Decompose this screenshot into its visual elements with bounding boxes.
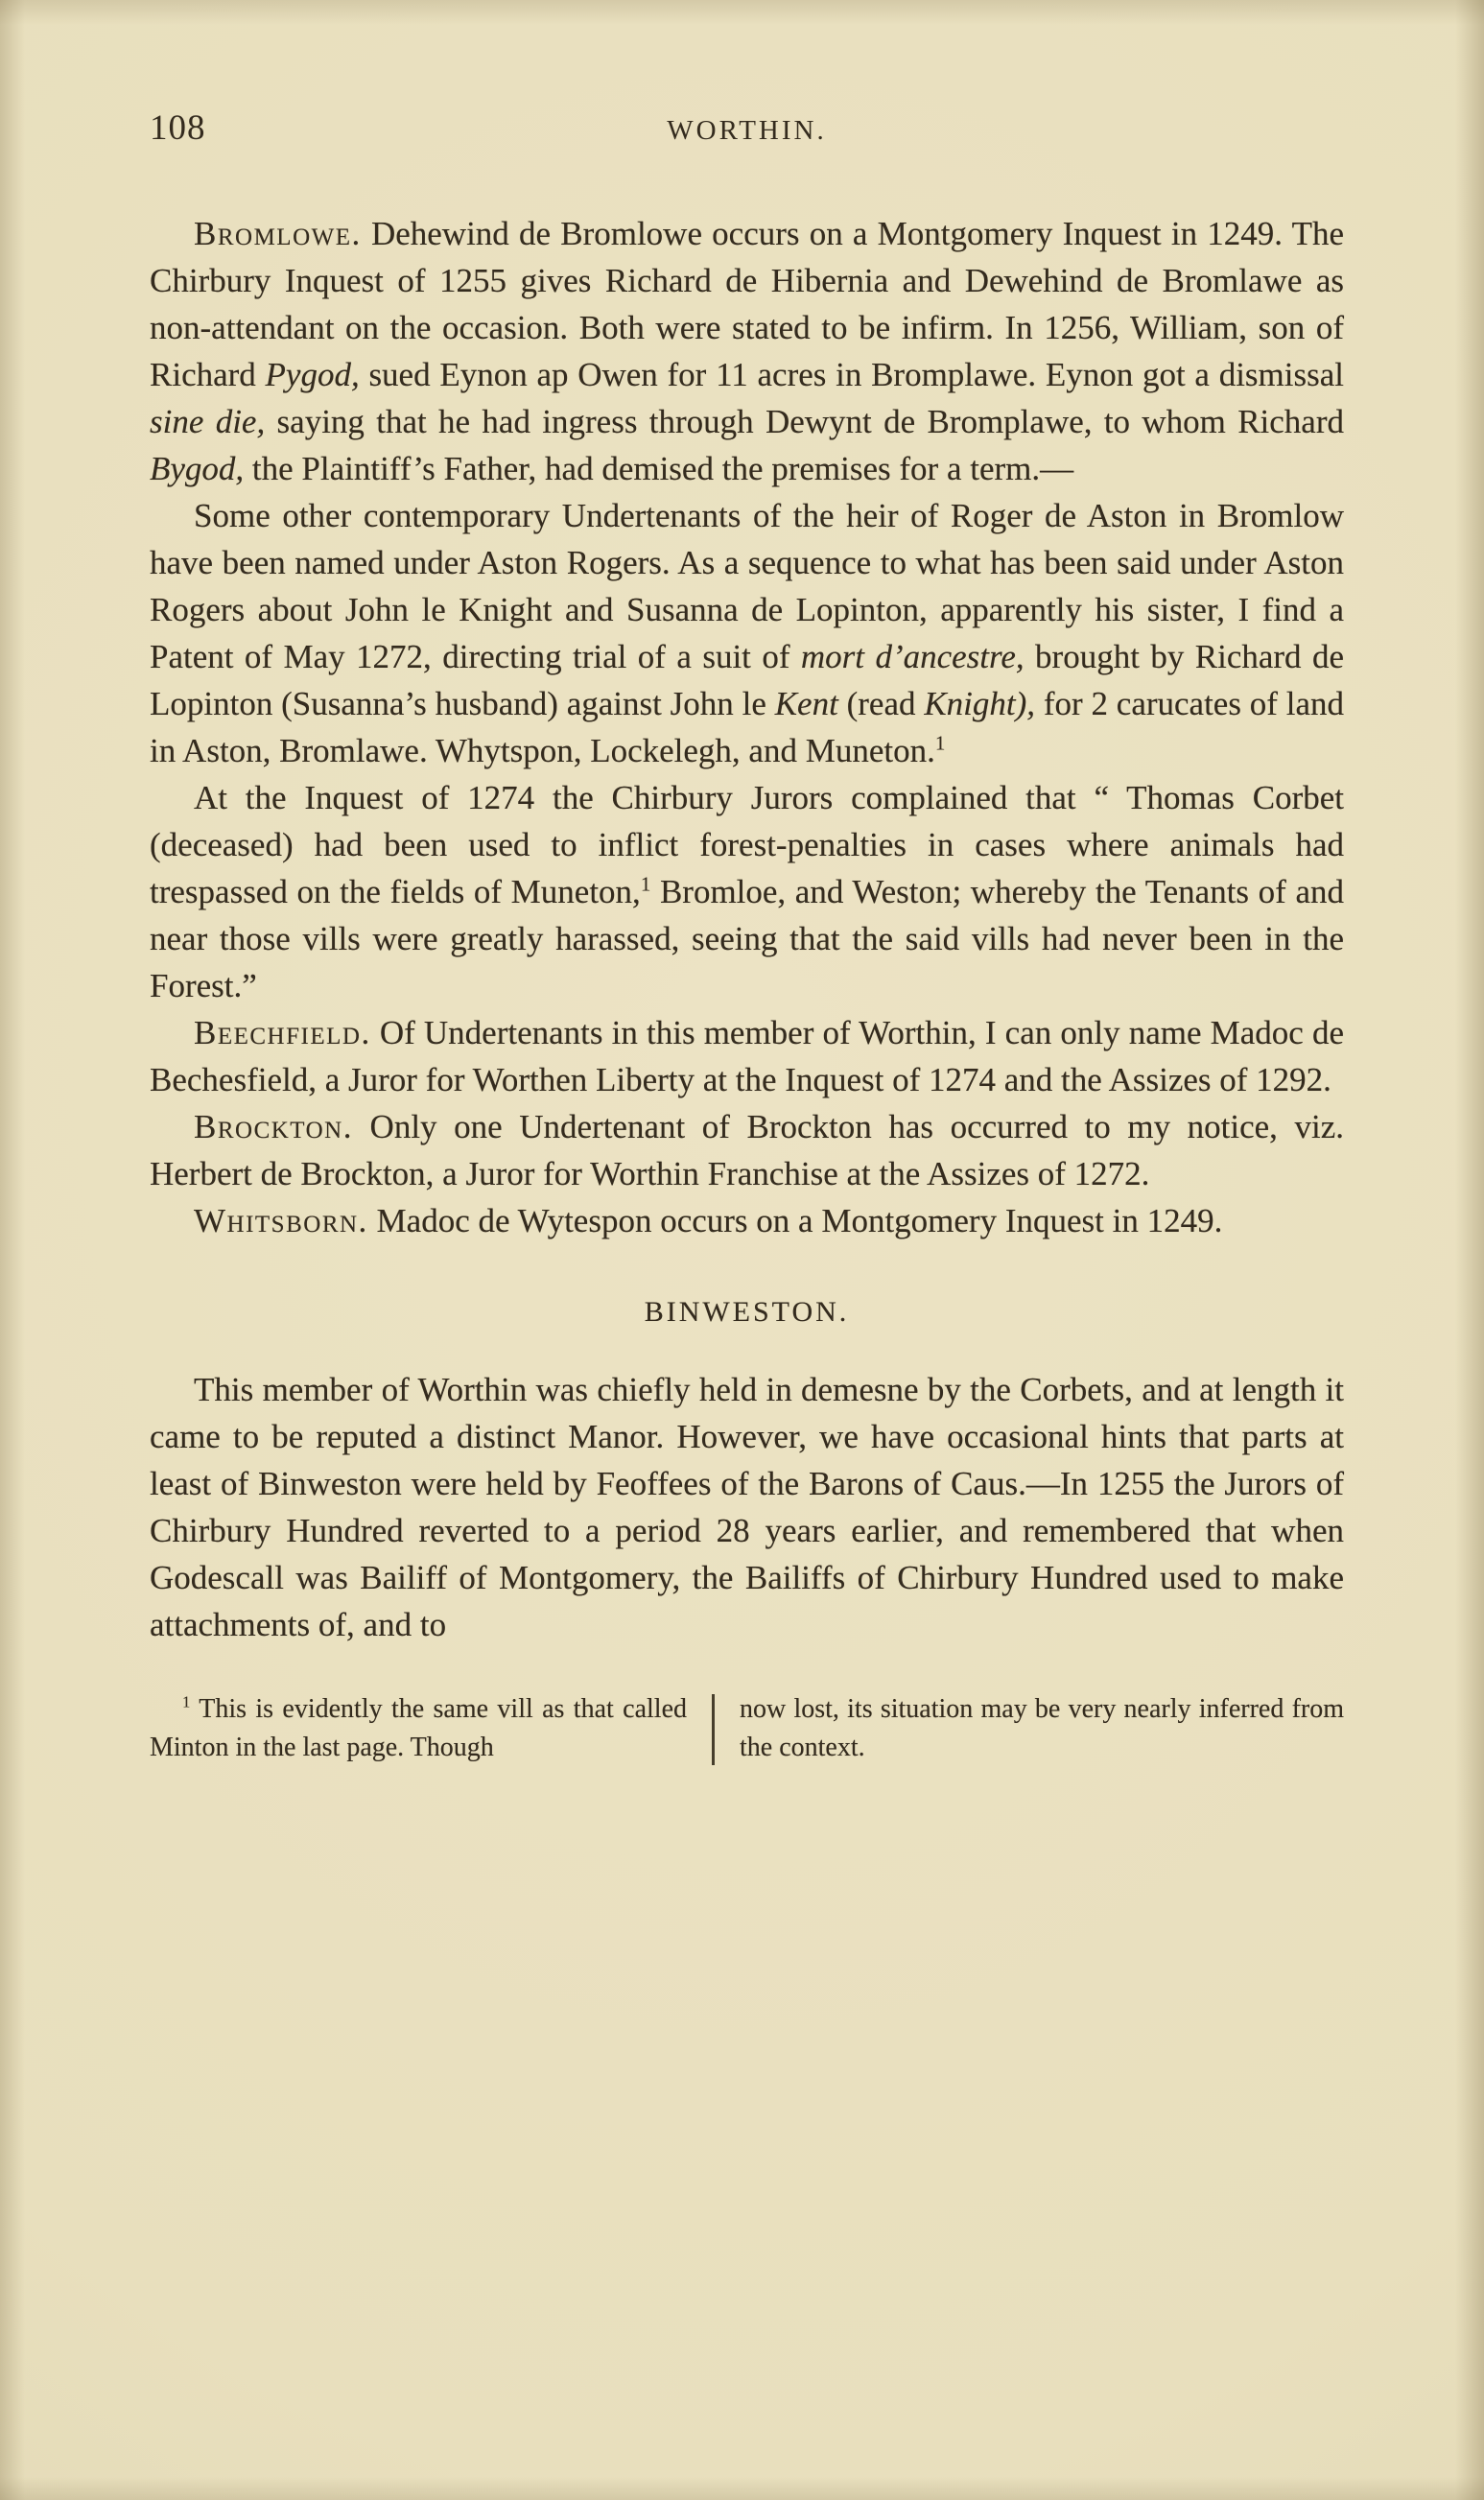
body-text bbox=[150, 210, 1344, 1648]
text-segment: (read bbox=[837, 685, 925, 722]
text-segment: Beechfield. bbox=[194, 1014, 371, 1051]
footnote-marker: 1 bbox=[640, 872, 651, 896]
text-segment: Bromlowe. bbox=[194, 215, 362, 252]
text-segment: This member of Worthin was chiefly held in demesne by the Corbets, and at length it came to be reputed a distinct Manor. However, we have occasional hints that parts at least of Binweston were held by Feoffees of the Barons of Caus.—In 1255 the Jurors of Chirbury Hundred reverted to a period 28 years earlier, and remembered that when Godescall was Bailiff of Montgomery, the Bailiffs of Chirbury Hundred used to make attachments of, and to bbox=[150, 1371, 1344, 1643]
text-segment: mort d’ancestre, bbox=[800, 638, 1025, 675]
text-segment: now lost, its situation may be very nearly inferred from the context. bbox=[740, 1694, 1344, 1762]
paragraph-whitsborn bbox=[150, 1197, 1344, 1244]
footnote-marker: 1 bbox=[182, 1692, 191, 1711]
text-segment: Of Undertenants in this member of Worthin, I can only name Madoc de Bechesfield, a Juror for Worthen Liberty at the Inquest of 1274 and the Assizes of 1292. bbox=[150, 1014, 1344, 1098]
text-segment: Pygod, bbox=[265, 356, 360, 393]
footnote-column-right bbox=[740, 1690, 1344, 1767]
text-segment: Only one Undertenant of Brockton has occurred to my notice, viz. Herbert de Brockton, a Juror for Worthin Franchise at the Assizes of 1272. bbox=[150, 1108, 1344, 1192]
text-segment: This is evidently the same vill as that called Minton in the last page. Though bbox=[150, 1694, 687, 1762]
text-segment: Some other contemporary Undertenants of the heir of Roger de Aston in Bromlow have been named under Aston Rogers. As a sequence to what has been said under Aston Rogers about John le Knight and Susanna de Lopinton, apparently his sister, I find a Patent of May 1272, directing trial of a suit of bbox=[150, 497, 1344, 675]
text-segment: Dehewind de Bromlowe occurs on a Montgomery Inquest in 1249. The Chirbury Inquest of 1255 gives Richard de Hibernia and Dewehind de Bromlawe as non-attendant on the occasion. Both were stated to be infirm. In 1256, William, son of Richard bbox=[150, 215, 1344, 393]
footnotes bbox=[150, 1690, 1344, 1767]
paragraph-brockton bbox=[150, 1103, 1344, 1197]
paragraph-aston-undertenants bbox=[150, 492, 1344, 774]
section-heading-binweston: BINWESTON. bbox=[644, 1296, 850, 1328]
text-segment: brought by Richard de Lopinton (Susanna’s husband) against John le bbox=[150, 638, 1345, 722]
text-segment: Bygod, bbox=[150, 450, 245, 487]
page-number: 108 bbox=[150, 108, 206, 148]
text-segment: Knight), bbox=[924, 685, 1036, 722]
text-segment: Kent bbox=[774, 685, 838, 722]
text-segment: At the Inquest of 1274 the Chirbury Jurors complained that “ Thomas Corbet (deceased) had been used to inflict forest-penalties in cases where animals had trespassed on the fields of Muneton, bbox=[150, 779, 1344, 910]
paragraph-beechfield bbox=[150, 1009, 1344, 1103]
footnote-marker: 1 bbox=[934, 731, 946, 755]
text-segment: Whitsborn. bbox=[194, 1202, 368, 1239]
running-title: WORTHIN. bbox=[667, 115, 827, 146]
page-header bbox=[150, 107, 1344, 149]
text-segment: Brockton. bbox=[194, 1108, 353, 1145]
text-segment: Madoc de Wytespon occurs on a Montgomery Inquest in 1249. bbox=[367, 1202, 1223, 1239]
text-segment: for 2 carucates of land in Aston, Bromlawe. Whytspon, Lockelegh, and Muneton. bbox=[150, 685, 1344, 769]
text-segment: Bromloe, and Weston; whereby the Tenants of and near those vills were greatly harassed, seeing that the said vills had never been in the Forest.” bbox=[150, 873, 1344, 1004]
footnote-divider bbox=[712, 1694, 715, 1765]
paragraph-binweston bbox=[150, 1366, 1344, 1648]
text-segment: sued Eynon ap Owen for 11 acres in Bromplawe. Eynon got a dismissal bbox=[359, 356, 1344, 393]
footnote-column-left bbox=[150, 1690, 687, 1767]
text-segment: sine die, bbox=[150, 403, 266, 440]
text-segment: the Plaintiff’s Father, had demised the premises for a term.— bbox=[244, 450, 1074, 487]
text-segment: saying that he had ingress through Dewynt de Bromplawe, to whom Richard bbox=[265, 403, 1344, 440]
paragraph-bromlowe bbox=[150, 210, 1344, 492]
paragraph-inquest-1274 bbox=[150, 774, 1344, 1009]
